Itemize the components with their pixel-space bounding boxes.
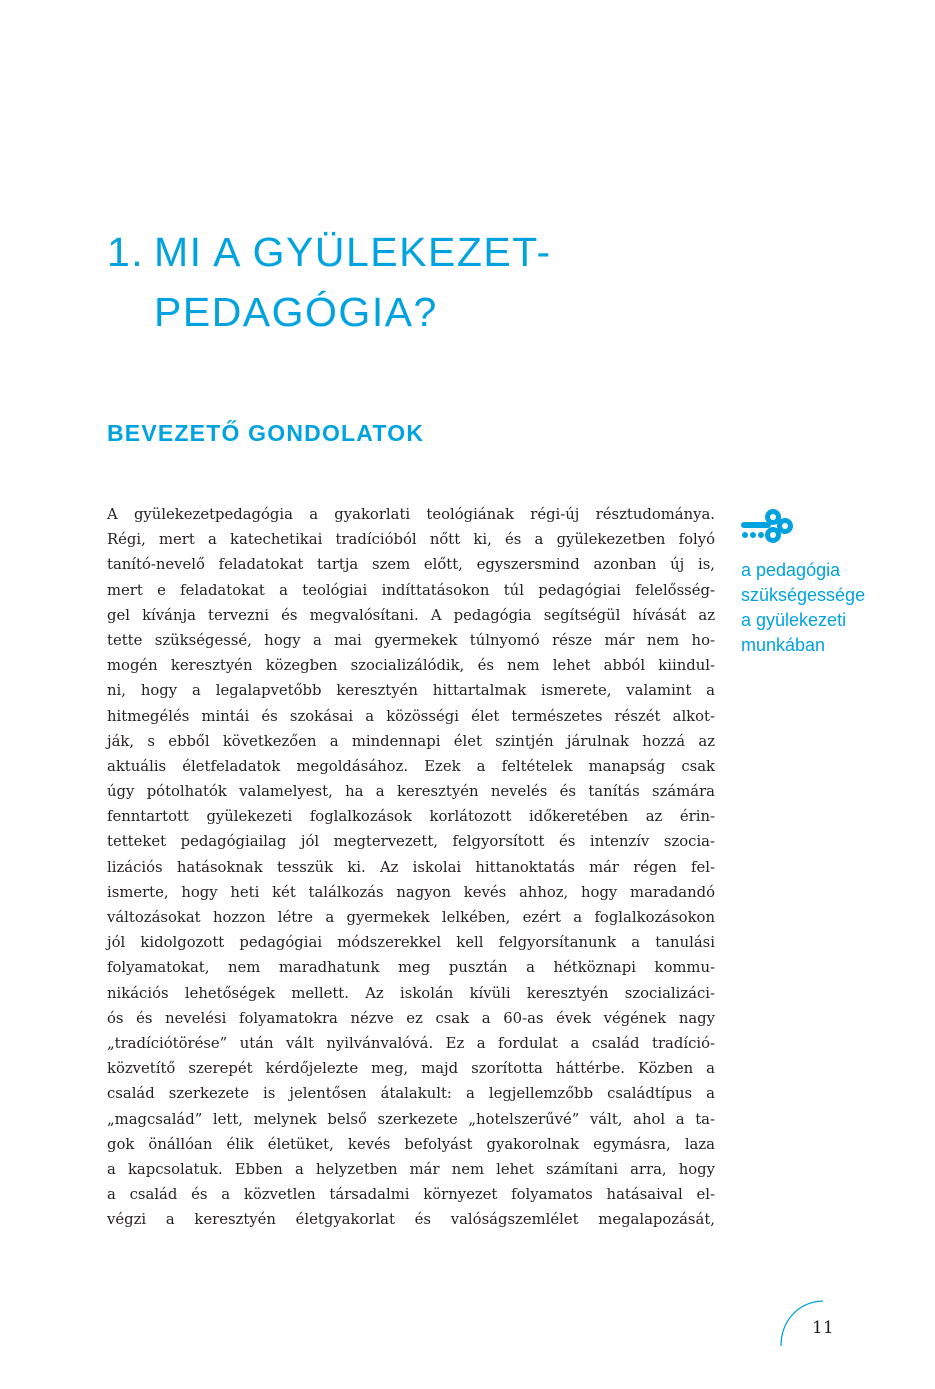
- margin-note-text: [741, 558, 921, 658]
- body-line: aktuális életfeladatok megoldásához. Ezek a feltételek manapság csak: [107, 757, 715, 775]
- body-line: lizációs hatásoknak tesszük ki. Az iskolai hittanoktatás már régen fel-: [107, 858, 715, 876]
- body-line: „tradíciótörése” után vált nyilvánvalóvá. Ez a fordulat a család tradíció-: [107, 1034, 715, 1052]
- body-line: gok önállóan élik életüket, kevés befolyást gyakorolnak egymásra, laza: [107, 1135, 715, 1153]
- body-line: tette szükségessé, hogy a mai gyermekek túlnyomó része már nem ho-: [107, 631, 715, 649]
- body-line: „magcsalád” lett, melynek belső szerkezete „hotelszerűvé” vált, ahol a ta-: [107, 1110, 715, 1128]
- section-title: BEVEZETŐ GONDOLATOK: [107, 420, 425, 446]
- chapter-title-line1: MI A GYÜLEKEZET-: [154, 229, 552, 275]
- margin-note: [741, 508, 921, 658]
- body-line: folyamatokat, nem maradhatunk meg pusztán a hétköznapi kommu-: [107, 959, 715, 977]
- body-paragraph: [107, 502, 715, 1232]
- body-line: nikációs lehetőségek mellett. Az iskolán kívüli keresztyén szocializáci-: [107, 984, 715, 1002]
- body-line: úgy pótolhatók valamelyest, ha a keresztyén nevelés és tanítás számára: [107, 783, 715, 801]
- body-line: ismerte, hogy heti két találkozás nagyon kevés ahhoz, hogy maradandó: [107, 883, 715, 901]
- body-line: a kapcsolatuk. Ebben a helyzetben már nem lehet számítani arra, hogy: [107, 1160, 715, 1178]
- body-line: mogén keresztyén közegben szocializálódik, és nem lehet abból kiindul-: [107, 657, 715, 675]
- body-line: mert e feladatokat a teológiai indíttatásokon túl pedagógiai felelősség-: [107, 581, 715, 599]
- key-icon: [741, 508, 795, 546]
- body-line: jól kidolgozott pedagógiai módszerekkel kell felgyorsítanunk a tanulási: [107, 934, 715, 952]
- body-line: ják, s ebből következően a mindennapi élet szintjén járulnak hozzá az: [107, 732, 715, 750]
- body-line: ós és nevelési folyamatokra nézve ez csak a 60-as évek végének nagy: [107, 1009, 715, 1027]
- body-line: hitmegélés mintái és szokásai a közösségi élet természetes részét alkot-: [107, 707, 715, 725]
- body-line: fenntartott gyülekezeti foglalkozások korlátozott időkeretében az érin-: [107, 808, 715, 826]
- body-line: család szerkezete is jelentősen átalakult: a legjellemzőbb családtípus a: [107, 1085, 715, 1103]
- margin-note-line: a pedagógia: [741, 560, 841, 580]
- body-line: gel kívánja tervezni és megvalósítani. A pedagógia segítségül hívását az: [107, 606, 715, 624]
- chapter-title: [107, 222, 552, 342]
- body-line: tetteket pedagógiailag jól megtervezett, felgyorsított és intenzív szocia-: [107, 833, 715, 851]
- margin-note-line: munkában: [741, 635, 826, 655]
- margin-note-line: a gyülekezeti: [741, 610, 847, 630]
- body-line: a család és a közvetlen társadalmi környezet folyamatos hatásaival el-: [107, 1186, 715, 1204]
- chapter-title-line2: PEDAGÓGIA?: [154, 289, 438, 335]
- body-line: változásokat hozzon létre a gyermekek lelkében, ezért a foglalkozásokon: [107, 909, 715, 926]
- margin-note-line: szükségessége: [741, 585, 866, 605]
- body-line: tanító-nevelő feladatokat tartja szem előtt, egyszersmind azonban új is,: [107, 556, 715, 574]
- body-line: ni, hogy a legalapvetőbb keresztyén hittartalmak ismerete, valamint a: [107, 682, 715, 700]
- body-line: közvetítő szerepét kérdőjelezte meg, majd szorította háttérbe. Közben a: [107, 1060, 715, 1078]
- body-line: Régi, mert a katechetikai tradícióból nőtt ki, és a gyülekezetben folyó: [107, 531, 715, 549]
- body-line: A gyülekezetpedagógia a gyakorlati teológiának régi-új résztudománya.: [107, 506, 715, 523]
- page-number: 11: [812, 1318, 834, 1338]
- chapter-number: 1.: [107, 229, 145, 275]
- body-line: végzi a keresztyén életgyakorlat és valóságszemlélet megalapozását,: [107, 1211, 715, 1229]
